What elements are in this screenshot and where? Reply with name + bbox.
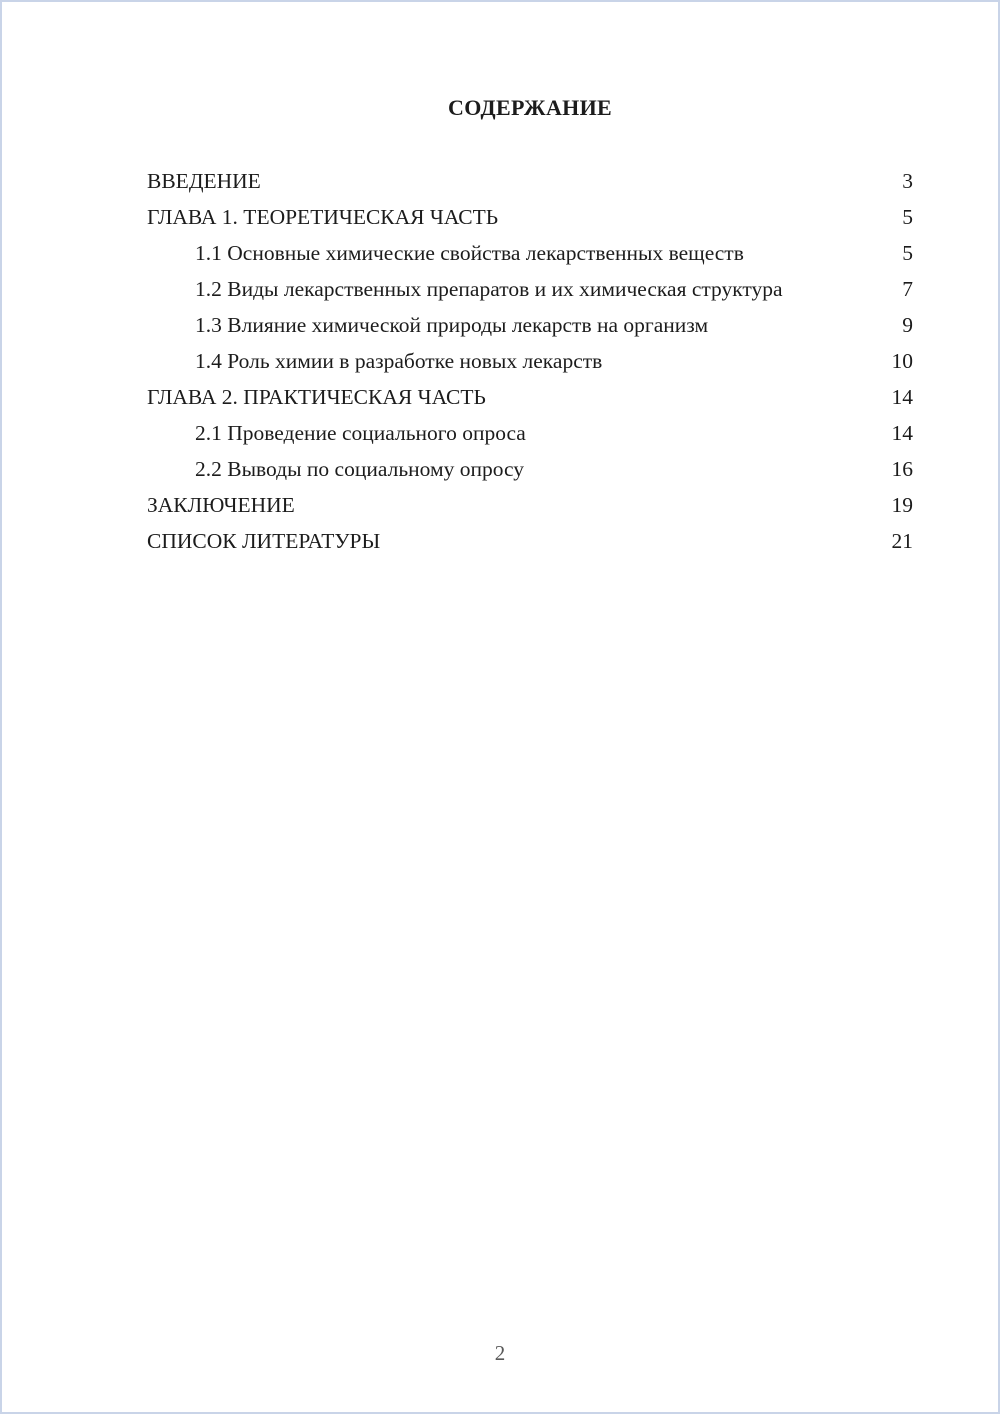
toc-entry-label: ГЛАВА 2. ПРАКТИЧЕСКАЯ ЧАСТЬ	[147, 385, 486, 409]
toc-entry-page: 19	[891, 493, 913, 517]
toc-entry-page: 5	[902, 205, 913, 229]
page-title: СОДЕРЖАНИЕ	[448, 95, 612, 120]
content-column	[147, 2, 913, 559]
toc-entry-label: ГЛАВА 1. ТЕОРЕТИЧЕСКАЯ ЧАСТЬ	[147, 205, 499, 229]
toc-entry	[147, 379, 913, 415]
toc-entry	[147, 523, 913, 559]
toc-entry-page: 7	[902, 277, 913, 301]
toc-entry-page: 3	[902, 169, 913, 193]
toc-entry-label: 1.4 Роль химии в разработке новых лекарств	[195, 349, 603, 373]
toc-entry	[147, 343, 913, 379]
toc-entry-page: 9	[902, 313, 913, 337]
toc-entry	[147, 163, 913, 199]
toc-entry-label: 1.1 Основные химические свойства лекарственных веществ	[195, 241, 744, 265]
toc-entry-label: СПИСОК ЛИТЕРАТУРЫ	[147, 529, 381, 553]
toc-entry-page: 14	[891, 421, 913, 445]
toc-entry-page: 14	[891, 385, 913, 409]
toc-entry-page: 16	[891, 457, 913, 481]
toc-entry-page: 10	[891, 349, 913, 373]
toc-entry	[147, 307, 913, 343]
toc-entry-label: ЗАКЛЮЧЕНИЕ	[147, 493, 295, 517]
toc-entry-label: 2.1 Проведение социального опроса	[195, 421, 526, 445]
toc-entry-label: ВВЕДЕНИЕ	[147, 169, 261, 193]
toc-entry	[147, 487, 913, 523]
toc-entry	[147, 271, 913, 307]
toc-entry	[147, 199, 913, 235]
footer-page-number: 2	[494, 1341, 506, 1365]
toc-entry	[147, 415, 913, 451]
toc-entry-label: 2.2 Выводы по социальному опросу	[195, 457, 525, 481]
toc-entry	[147, 235, 913, 271]
table-of-contents	[147, 163, 913, 559]
toc-entry-page: 5	[902, 241, 913, 265]
toc-entry-label: 1.3 Влияние химической природы лекарств на организм	[195, 313, 709, 337]
toc-entry-page: 21	[891, 529, 913, 553]
toc-entry	[147, 451, 913, 487]
toc-entry-label: 1.2 Виды лекарственных препаратов и их химическая структура	[195, 277, 783, 301]
